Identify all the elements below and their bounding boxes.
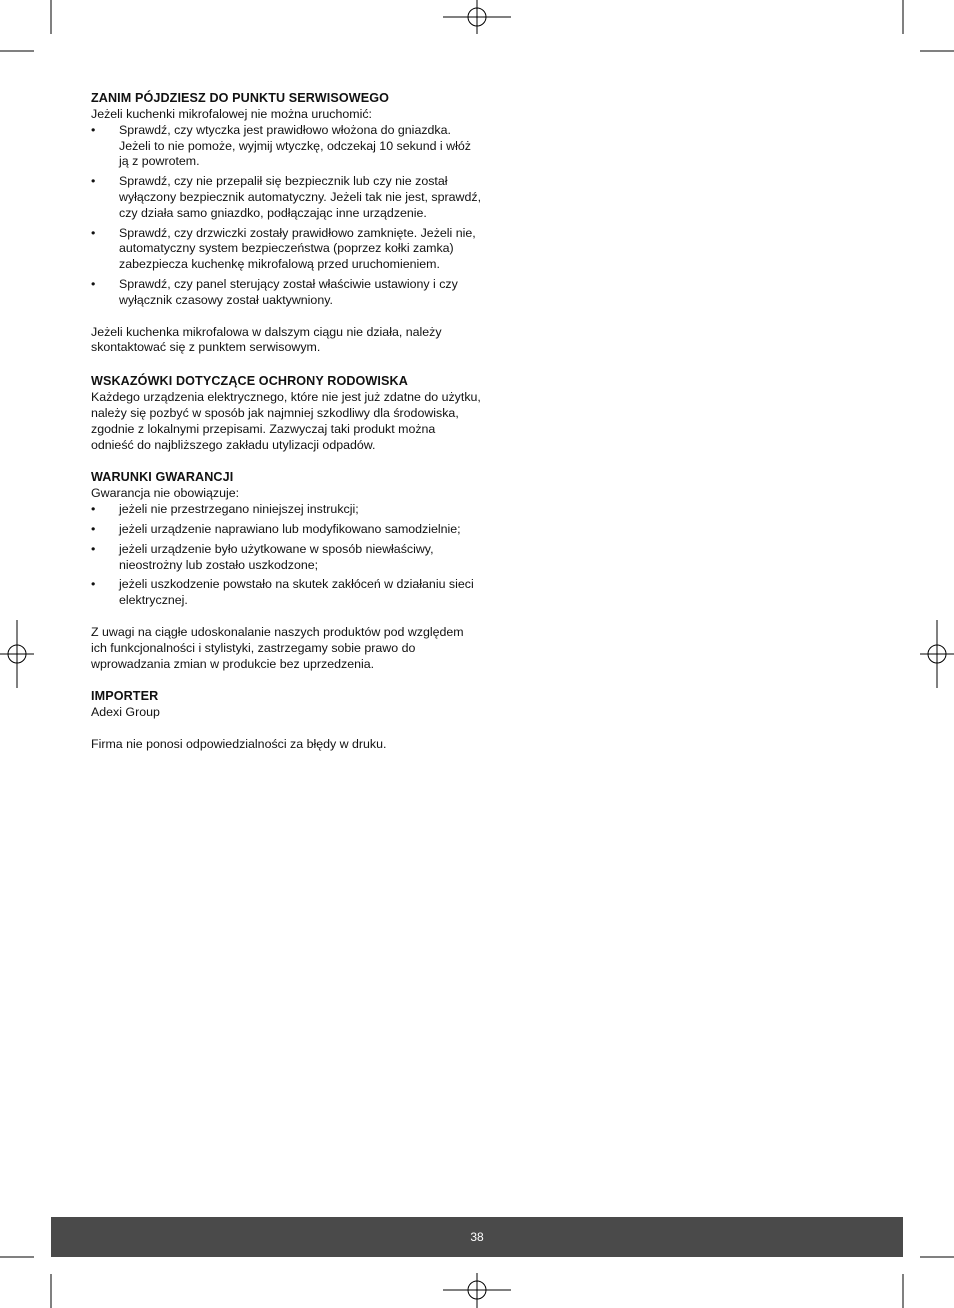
bullet: • (91, 577, 96, 592)
list-item: • jeżeli urządzenie było użytkowane w sposób niewłaściwy, nieostrożny lub zostało uszkodzone; (91, 541, 434, 572)
service-intro: Jeżeli kuchenki mikrofalowej nie można uruchomić: (91, 107, 372, 121)
service-checklist (91, 123, 481, 309)
environment-section (91, 373, 481, 453)
list-item: • Sprawdź, czy panel sterujący został właściwie ustawiony i czy wyłącznik czasowy został uaktywniony. (91, 276, 458, 307)
bullet: • (91, 225, 96, 240)
bullet: • (91, 276, 96, 291)
environment-body: Każdego urządzenia elektrycznego, które nie jest już zdatne do użytku, należy się pozbyć w sposób jak najmniej szkodliwy dla środowiska, zgodnie z lokalnymi przepisami. Zazwyczaj taki produkt można odnieść do najbliższego zakładu utylizacji odpadów. (91, 390, 481, 452)
list-item: • jeżeli nie przestrzegano niniejszej instrukcji; (91, 502, 359, 517)
list-item: • jeżeli urządzenie naprawiano lub modyfikowano samodzielnie; (91, 521, 461, 536)
footer-bar (51, 1217, 903, 1257)
list-item: • Sprawdź, czy wtyczka jest prawidłowo włożona do gniazdka. Jeżeli to nie pomoże, wyjmij wtyczkę, odczekaj 10 sekund i włóż ją z powrotem. (91, 122, 471, 169)
page-number: 38 (470, 1230, 484, 1244)
list-item: • Sprawdź, czy nie przepalił się bezpiecznik lub czy nie został wyłączony bezpiecznik automatyczny. Jeżeli tak nie jest, sprawdź, czy działa samo gniazdko, podłączając inne urządzenie. (91, 174, 482, 220)
registration-mark-right (920, 620, 954, 688)
importer-section (91, 688, 481, 753)
service-heading: ZANIM PÓJDZIESZ DO PUNKTU SERWISOWEGO (91, 91, 390, 105)
bullet: • (91, 122, 96, 137)
bullet: • (91, 521, 96, 536)
registration-mark-top (443, 0, 511, 34)
importer-name: Adexi Group (91, 705, 160, 720)
warranty-closing: Z uwagi na ciągłe udoskonalanie naszych produktów pod względem ich funkcjonalności i stylistyki, zastrzegamy sobie prawo do wprowadzania zmian w produkcie bez uprzedzenia. (91, 624, 464, 671)
importer-heading: IMPORTER (91, 689, 159, 704)
bullet: • (91, 174, 96, 189)
list-item: • Sprawdź, czy drzwiczki zostały prawidłowo zamknięte. Jeżeli nie, automatyczny system bezpieczeństwa (poprzez kołki zamka) zabezpiecza kuchenkę mikrofalową przed uruchomieniem. (91, 225, 476, 272)
bullet: • (91, 541, 96, 556)
manual-text (91, 90, 481, 753)
registration-mark-left (0, 620, 34, 688)
warranty-exclusions (91, 502, 481, 609)
environment-heading: WSKAZÓWKI DOTYCZĄCE OCHRONY RODOWISKA (91, 374, 408, 389)
list-item: • jeżeli uszkodzenie powstało na skutek zakłóceń w działaniu sieci elektrycznej. (91, 577, 474, 608)
warranty-section (91, 469, 481, 672)
service-section (91, 90, 481, 356)
warranty-heading: WARUNKI GWARANCJI (91, 470, 234, 485)
service-closing: Jeżeli kuchenka mikrofalowa w dalszym ciągu nie działa, należy skontaktować się z punktem serwisowym. (91, 324, 442, 355)
warranty-intro: Gwarancja nie obowiązuje: (91, 486, 240, 501)
registration-mark-bottom (443, 1273, 511, 1308)
bullet: • (91, 502, 96, 517)
printing-disclaimer: Firma nie ponosi odpowiedzialności za błędy w druku. (91, 737, 387, 752)
